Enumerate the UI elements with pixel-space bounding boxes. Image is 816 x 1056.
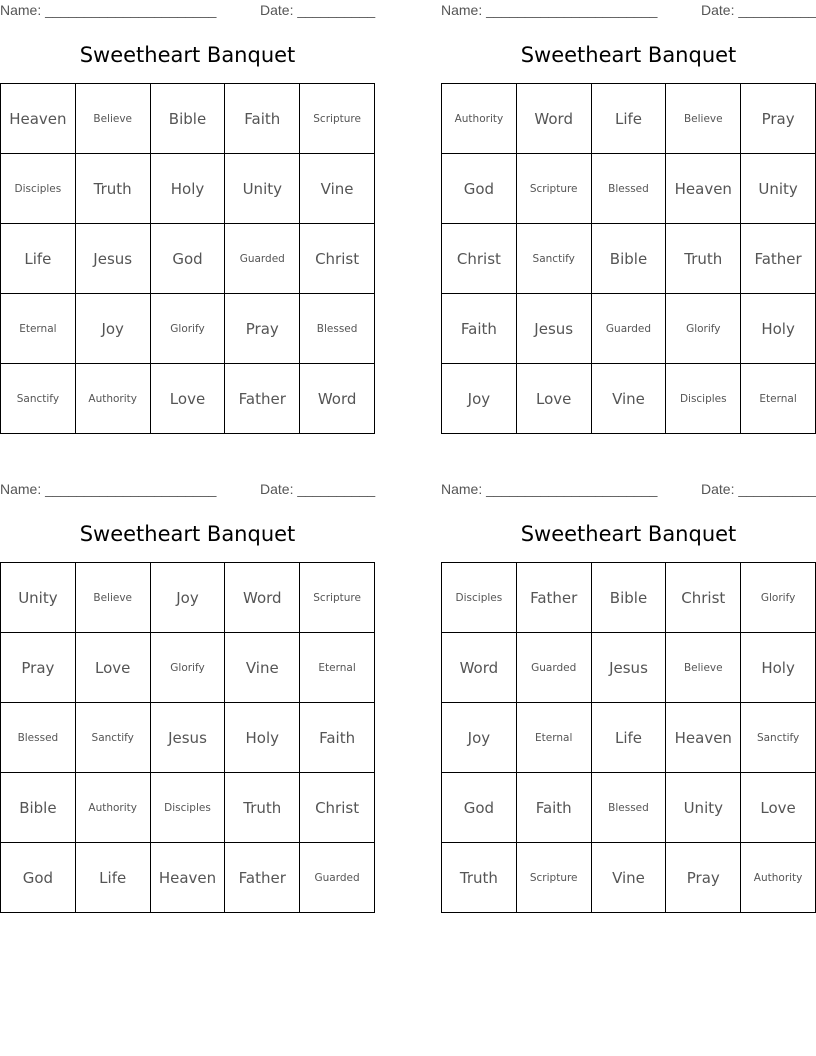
date-field-label: Date: __________ xyxy=(701,2,816,18)
bingo-cell: Faith xyxy=(442,294,517,364)
bingo-cell: Love xyxy=(151,364,226,434)
card-title: Sweetheart Banquet xyxy=(79,522,296,546)
bingo-cell: Guarded xyxy=(300,843,375,913)
bingo-cell: Christ xyxy=(300,773,375,843)
bingo-cell: Scripture xyxy=(300,84,375,154)
bingo-cell: Heaven xyxy=(1,84,76,154)
bingo-cell: Glorify xyxy=(666,294,741,364)
bingo-grid xyxy=(441,83,816,434)
bingo-cell: Believe xyxy=(76,84,151,154)
bingo-cell: Vine xyxy=(592,364,667,434)
bingo-cell: Disciples xyxy=(151,773,226,843)
bingo-cell: Eternal xyxy=(517,703,592,773)
bingo-cell: Father xyxy=(517,563,592,633)
bingo-cell: Heaven xyxy=(151,843,226,913)
bingo-cell: Pray xyxy=(666,843,741,913)
bingo-cell: Truth xyxy=(225,773,300,843)
bingo-cell: Blessed xyxy=(300,294,375,364)
bingo-cell: Eternal xyxy=(1,294,76,364)
bingo-cell: Unity xyxy=(741,154,816,224)
date-field-label: Date: __________ xyxy=(260,481,376,497)
bingo-grid xyxy=(441,562,816,913)
bingo-cell: Life xyxy=(1,224,76,294)
bingo-card-3 xyxy=(0,479,375,913)
name-field-label: Name: ______________________ xyxy=(441,2,658,18)
bingo-cell: Father xyxy=(225,364,300,434)
bingo-cell: Glorify xyxy=(151,633,226,703)
bingo-cell: Holy xyxy=(151,154,226,224)
bingo-cell: Father xyxy=(741,224,816,294)
bingo-cell: Life xyxy=(592,84,667,154)
name-field-label: Name: ______________________ xyxy=(0,2,217,18)
bingo-cell: God xyxy=(442,773,517,843)
bingo-cell: Blessed xyxy=(592,154,667,224)
bingo-cell: Glorify xyxy=(151,294,226,364)
bingo-cell: Pray xyxy=(225,294,300,364)
bingo-cell: Sanctify xyxy=(517,224,592,294)
bingo-cell: God xyxy=(1,843,76,913)
bingo-cell: Unity xyxy=(1,563,76,633)
bingo-cell: Holy xyxy=(225,703,300,773)
bingo-cell: Jesus xyxy=(76,224,151,294)
card-header xyxy=(0,0,375,22)
bingo-card-1 xyxy=(0,0,375,434)
card-header xyxy=(441,479,816,501)
bingo-cell: Word xyxy=(225,563,300,633)
card-title: Sweetheart Banquet xyxy=(520,522,737,546)
bingo-cell: Scripture xyxy=(517,154,592,224)
bingo-cell: Truth xyxy=(76,154,151,224)
bingo-cell: Believe xyxy=(666,633,741,703)
name-field-label: Name: ______________________ xyxy=(0,481,217,497)
bingo-cell: Truth xyxy=(442,843,517,913)
bingo-cell: Blessed xyxy=(592,773,667,843)
bingo-cell: Blessed xyxy=(1,703,76,773)
bingo-cell: Faith xyxy=(225,84,300,154)
bingo-cell: Unity xyxy=(225,154,300,224)
bingo-cell: Love xyxy=(517,364,592,434)
bingo-cell: Believe xyxy=(666,84,741,154)
bingo-cell: Vine xyxy=(592,843,667,913)
bingo-cell: Eternal xyxy=(741,364,816,434)
card-header xyxy=(0,479,375,501)
bingo-cell: Faith xyxy=(517,773,592,843)
bingo-cell: Authority xyxy=(76,364,151,434)
bingo-cell: Heaven xyxy=(666,154,741,224)
bingo-cell: Truth xyxy=(666,224,741,294)
bingo-cell: Guarded xyxy=(517,633,592,703)
bingo-cell: Christ xyxy=(442,224,517,294)
name-field-label: Name: ______________________ xyxy=(441,481,658,497)
bingo-cell: Holy xyxy=(741,294,816,364)
bingo-cell: Believe xyxy=(76,563,151,633)
bingo-cell: Jesus xyxy=(151,703,226,773)
bingo-cell: Love xyxy=(741,773,816,843)
bingo-cell: Bible xyxy=(592,224,667,294)
bingo-card-4 xyxy=(441,479,816,913)
bingo-cell: Disciples xyxy=(442,563,517,633)
bingo-cell: Vine xyxy=(300,154,375,224)
bingo-cell: Jesus xyxy=(517,294,592,364)
bingo-cell: Life xyxy=(76,843,151,913)
bingo-grid xyxy=(0,83,375,434)
bingo-cell: Pray xyxy=(1,633,76,703)
bingo-cell: Love xyxy=(76,633,151,703)
bingo-cell: Joy xyxy=(76,294,151,364)
bingo-cell: Sanctify xyxy=(1,364,76,434)
bingo-cell: Father xyxy=(225,843,300,913)
bingo-cell: Joy xyxy=(442,703,517,773)
bingo-cell: Sanctify xyxy=(76,703,151,773)
card-title: Sweetheart Banquet xyxy=(520,43,737,67)
bingo-cell: Scripture xyxy=(517,843,592,913)
bingo-cell: Word xyxy=(517,84,592,154)
bingo-cell: Life xyxy=(592,703,667,773)
bingo-cell: Authority xyxy=(741,843,816,913)
bingo-cell: Authority xyxy=(76,773,151,843)
date-field-label: Date: __________ xyxy=(701,481,816,497)
bingo-cell: Word xyxy=(442,633,517,703)
bingo-cell: Holy xyxy=(741,633,816,703)
bingo-cell: Guarded xyxy=(592,294,667,364)
bingo-cell: Bible xyxy=(592,563,667,633)
card-title: Sweetheart Banquet xyxy=(79,43,296,67)
bingo-cell: Faith xyxy=(300,703,375,773)
bingo-cell: Glorify xyxy=(741,563,816,633)
bingo-cell: Christ xyxy=(666,563,741,633)
bingo-cell: Vine xyxy=(225,633,300,703)
date-field-label: Date: __________ xyxy=(260,2,376,18)
bingo-cell: Pray xyxy=(741,84,816,154)
bingo-cell: God xyxy=(151,224,226,294)
bingo-grid xyxy=(0,562,375,913)
bingo-cell: Authority xyxy=(442,84,517,154)
bingo-cell: Unity xyxy=(666,773,741,843)
bingo-cell: Disciples xyxy=(1,154,76,224)
bingo-cell: Eternal xyxy=(300,633,375,703)
bingo-cell: Joy xyxy=(151,563,226,633)
bingo-cell: God xyxy=(442,154,517,224)
bingo-cell: Bible xyxy=(151,84,226,154)
bingo-cell: Heaven xyxy=(666,703,741,773)
bingo-cell: Word xyxy=(300,364,375,434)
card-header xyxy=(441,0,816,22)
bingo-cell: Jesus xyxy=(592,633,667,703)
bingo-cell: Bible xyxy=(1,773,76,843)
bingo-cell: Scripture xyxy=(300,563,375,633)
bingo-cell: Guarded xyxy=(225,224,300,294)
bingo-cell: Disciples xyxy=(666,364,741,434)
bingo-cell: Sanctify xyxy=(741,703,816,773)
bingo-cell: Joy xyxy=(442,364,517,434)
bingo-card-2 xyxy=(441,0,816,434)
bingo-cell: Christ xyxy=(300,224,375,294)
